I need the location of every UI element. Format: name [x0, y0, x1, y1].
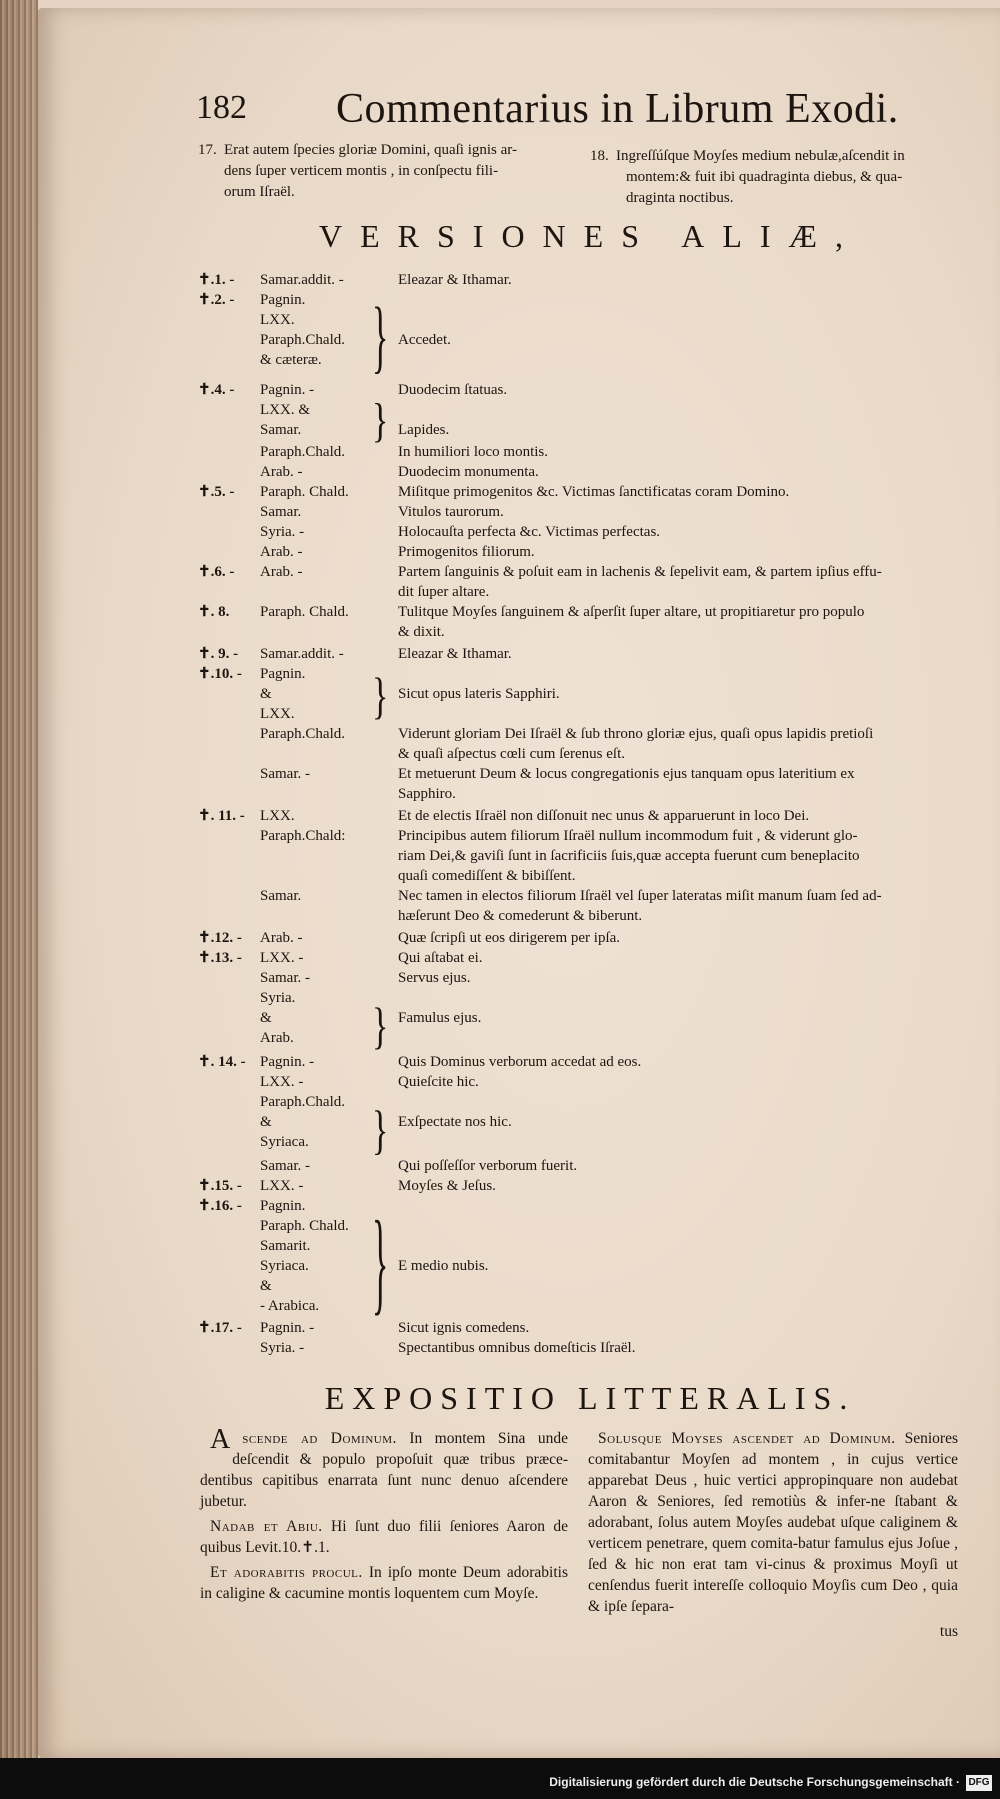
reading-text: Qui aſtabat ei. [398, 950, 483, 966]
reading-text: Qui poſſeſſor verborum fuerit. [398, 1158, 578, 1174]
page-number: 182 [196, 89, 247, 126]
reading-text: Sicut opus lateris Sapphiri. [398, 686, 560, 702]
source-name: - Arabica. [260, 1298, 320, 1314]
brace: } [372, 669, 389, 725]
commentary-lead: Et adorabitis procul. [210, 1564, 363, 1581]
source-name: Pagnin. - [260, 1320, 315, 1336]
verse-ref: ✝. 8. [198, 604, 230, 620]
reading-text: E medio nubis. [398, 1258, 489, 1274]
source-name: LXX. - [260, 1074, 304, 1090]
source-name: Samar. - [260, 970, 310, 986]
verse-text-cont: draginta noctibus. [626, 190, 734, 206]
reading-text: Nec tamen in electos filiorum Iſraël vel ſuper lateratas miſit manum ſuam ſed ad- [398, 888, 882, 904]
commentary-paragraph [588, 1428, 958, 1617]
reading-text: Tulitque Moyſes ſanguinem & aſperſit ſuper altare, ut propitiaretur pro populo [398, 604, 865, 620]
reading-text: Quæ ſcripſi ut eos dirigerem per ipſa. [398, 930, 621, 946]
verse-text: Ingreſſúſque Moyſes medium nebulæ,aſcendit in [616, 148, 905, 164]
source-name: Paraph. Chald. [260, 484, 349, 500]
verse-text-cont: montem:& fuit ibi quadraginta diebus, & qua- [626, 169, 903, 185]
verse-ref: ✝.4. - [198, 382, 235, 398]
source-name: Samar. [260, 504, 302, 520]
reading-text: Accedet. [398, 332, 451, 348]
source-name: Paraph.Chald. [260, 726, 345, 742]
commentary-paragraph [200, 1516, 568, 1558]
source-name: Arab. - [260, 544, 303, 560]
commentary-lead: Solusque Moyses ascendet ad Dominum. [598, 1430, 896, 1447]
reading-text: hæſerunt Deo & comederunt & biberunt. [398, 908, 643, 924]
reading-text: Vitulos taurorum. [398, 504, 504, 520]
source-name: Pagnin. - [260, 1054, 315, 1070]
reading-text: quaſi comediſſent & bibiſſent. [398, 868, 576, 884]
reading-text: Partem ſanguinis & poſuit eam in lachenis & ſepelivit eam, & partem ipſius effu- [398, 564, 882, 580]
reading-text: Et de electis Iſraël non diſſonuit nec unus & apparuerunt in loco Dei. [398, 808, 810, 824]
source-name: & [260, 1010, 272, 1026]
source-name: LXX. [260, 808, 295, 824]
source-name: Syriaca. [260, 1258, 309, 1274]
source-name: LXX. - [260, 1178, 304, 1194]
brace: } [372, 293, 389, 382]
reading-text: Principibus autem filiorum Iſraël nullum incommodum fuit , & viderunt glo- [398, 828, 858, 844]
brace: } [372, 999, 389, 1055]
reading-text: dit ſuper altare. [398, 584, 490, 600]
catchword-text: tus [939, 1623, 958, 1640]
verse-ref: ✝.5. - [198, 484, 235, 500]
source-name: LXX. - [260, 950, 304, 966]
source-name: LXX. & [260, 402, 310, 418]
source-name: & cæteræ. [260, 352, 322, 368]
source-name: Pagnin. - [260, 382, 315, 398]
catchword [588, 1621, 958, 1642]
reading-text: Miſitque primogenitos &c. Victimas ſanctificatas coram Domino. [398, 484, 790, 500]
source-name: Arab. [260, 1030, 294, 1046]
commentary-right-column [588, 1428, 958, 1646]
commentary-lead: scende ad Dominum. [242, 1430, 397, 1447]
verse-18 [590, 146, 965, 209]
verse-17 [198, 140, 583, 203]
reading-text: Viderunt gloriam Dei Iſraël & ſub throno gloriæ ejus, quaſi opus lapidis pretioſi [398, 726, 874, 742]
reading-text: Moyſes & Jeſus. [398, 1178, 496, 1194]
source-name: Samar.addit. - [260, 272, 344, 288]
brace: } [372, 395, 389, 447]
reading-text: & dixit. [398, 624, 445, 640]
source-name: Paraph. Chald. [260, 604, 349, 620]
reading-text: riam Dei,& gaviſi ſunt in ſacrificiis ſuis,quæ accepta fuerunt cum beneplacito [398, 848, 860, 864]
verse-number: 18. [590, 148, 609, 164]
reading-text: Lapides. [398, 422, 450, 438]
digitization-credit: Digitalisierung gefördert durch die Deutsche Forschungsgemeinschaft · [549, 1775, 960, 1789]
verse-ref: ✝.13. - [198, 950, 242, 966]
commentary-text: Hi ſunt duo filii ſeniores Aaron de quibus Levit.10.✝.1. [200, 1518, 568, 1556]
verse-ref: ✝. 14. - [198, 1054, 246, 1070]
viewer-footer [0, 1758, 1000, 1799]
source-name: Pagnin. [260, 666, 306, 682]
reading-text: Eleazar & Ithamar. [398, 646, 512, 662]
source-name: Paraph.Chald. [260, 1094, 345, 1110]
source-name: Syriaca. [260, 1134, 309, 1150]
reading-text: Et metuerunt Deum & locus congregationis ejus tanquam opus lateritium ex [398, 766, 855, 782]
source-name: Syria. - [260, 524, 305, 540]
source-name: Syria. - [260, 1340, 305, 1356]
commentary-text: Seniores comitabantur Moyſen ad montem , in cujus vertice apparebat Deus , huic vertici appropinquare non audebat Aaron & Seniores, ſed remotiùs & infer-ne ſtabant & adorabant, ſolus autem Moyſes audebat uſque caliginem & verticem penetrare, quem comita-batur famulus ejus Joſue , ſed & hic non erat tam vi-cinus & proximus Moyſi ut cenſendus fuerit intereſſe colloquio Moyſis cum Deo , quia & ipſe ſepara- [588, 1430, 958, 1615]
source-name: & [260, 686, 272, 702]
brace: } [372, 1101, 389, 1161]
commentary-left-column [200, 1424, 568, 1608]
source-name: Arab. - [260, 564, 303, 580]
reading-text: Duodecim ſtatuas. [398, 382, 508, 398]
source-name: Samar. [260, 888, 302, 904]
dfg-logo: DFG [966, 1775, 992, 1791]
reading-text: Famulus ejus. [398, 1010, 482, 1026]
source-name: Paraph.Chald: [260, 828, 346, 844]
reading-text: & quaſi aſpectus cœli cum ſerenus eſt. [398, 746, 626, 762]
source-name: Arab. - [260, 930, 303, 946]
verse-ref: ✝. 9. - [198, 646, 239, 662]
source-name: Paraph.Chald. [260, 332, 345, 348]
source-name: Samar.addit. - [260, 646, 344, 662]
verse-ref: ✝.12. - [198, 930, 242, 946]
commentary-text: In ipſo monte Deum adorabitis in caligine & cacumine montis loquentem cum Moyſe. [200, 1564, 568, 1602]
source-name: Samar. - [260, 766, 310, 782]
reading-text: Quieſcite hic. [398, 1074, 479, 1090]
verse-ref: ✝.10. - [198, 666, 242, 682]
verse-ref: ✝.16. - [198, 1198, 242, 1214]
reading-text: Servus ejus. [398, 970, 471, 986]
reading-text: Primogenitos filiorum. [398, 544, 535, 560]
source-name: Pagnin. [260, 292, 306, 308]
source-name: Pagnin. [260, 1198, 306, 1214]
reading-text: Exſpectate nos hic. [398, 1114, 512, 1130]
reading-text: In humiliori loco montis. [398, 444, 548, 460]
reading-text: Duodecim monumenta. [398, 464, 539, 480]
brace: } [372, 1201, 389, 1327]
source-name: Syria. [260, 990, 296, 1006]
book-edge [0, 0, 38, 1799]
verse-ref: ✝.1. - [198, 272, 235, 288]
verse-ref: ✝.2. - [198, 292, 235, 308]
verse-text: Erat autem ſpecies gloriæ Domini, quaſi ignis ar- [224, 142, 517, 158]
running-title: Commentarius in Librum Exodi. [336, 86, 899, 132]
source-name: Paraph.Chald. [260, 444, 345, 460]
verse-ref: ✝.6. - [198, 564, 235, 580]
page-header [196, 85, 966, 135]
source-name: & [260, 1278, 272, 1294]
commentary-lead: Nadab et Abiu. [210, 1518, 323, 1535]
source-name: Arab. - [260, 464, 303, 480]
reading-text: Holocauſta perfecta &c. Victimas perfectas. [398, 524, 661, 540]
reading-text: Quis Dominus verborum accedat ad eos. [398, 1054, 642, 1070]
verse-text-cont: orum Iſraël. [224, 184, 295, 200]
verse-ref: ✝.15. - [198, 1178, 242, 1194]
source-name: Samarit. [260, 1238, 311, 1254]
verse-ref: ✝.17. - [198, 1320, 242, 1336]
commentary-text: In montem Sina unde deſcendit & populo propoſuit quæ tribus præce-dentibus capitibus enarrata ſunt nunc denuo aſcendere jubetur. [200, 1430, 568, 1510]
source-name: LXX. [260, 312, 295, 328]
source-name: Samar. - [260, 1158, 310, 1174]
reading-text: Eleazar & Ithamar. [398, 272, 512, 288]
verse-ref: ✝. 11. - [198, 808, 245, 824]
source-name: Paraph. Chald. [260, 1218, 349, 1234]
section-title-versiones: VERSIONES ALIÆ, [318, 218, 861, 254]
reading-text: Sapphiro. [398, 786, 456, 802]
drop-cap: A [210, 1424, 231, 1455]
commentary-paragraph [200, 1562, 568, 1604]
source-name: Samar. [260, 422, 302, 438]
reading-text: Spectantibus omnibus domeſticis Iſraël. [398, 1340, 636, 1356]
verse-text-cont: dens ſuper verticem montis , in conſpectu fili- [224, 163, 499, 179]
verse-number: 17. [198, 142, 217, 158]
source-name: & [260, 1114, 272, 1130]
commentary-paragraph [200, 1424, 568, 1512]
reading-text: Sicut ignis comedens. [398, 1320, 530, 1336]
source-name: LXX. [260, 706, 295, 722]
section-title-expositio: EXPOSITIO LITTERALIS. [324, 1380, 856, 1416]
